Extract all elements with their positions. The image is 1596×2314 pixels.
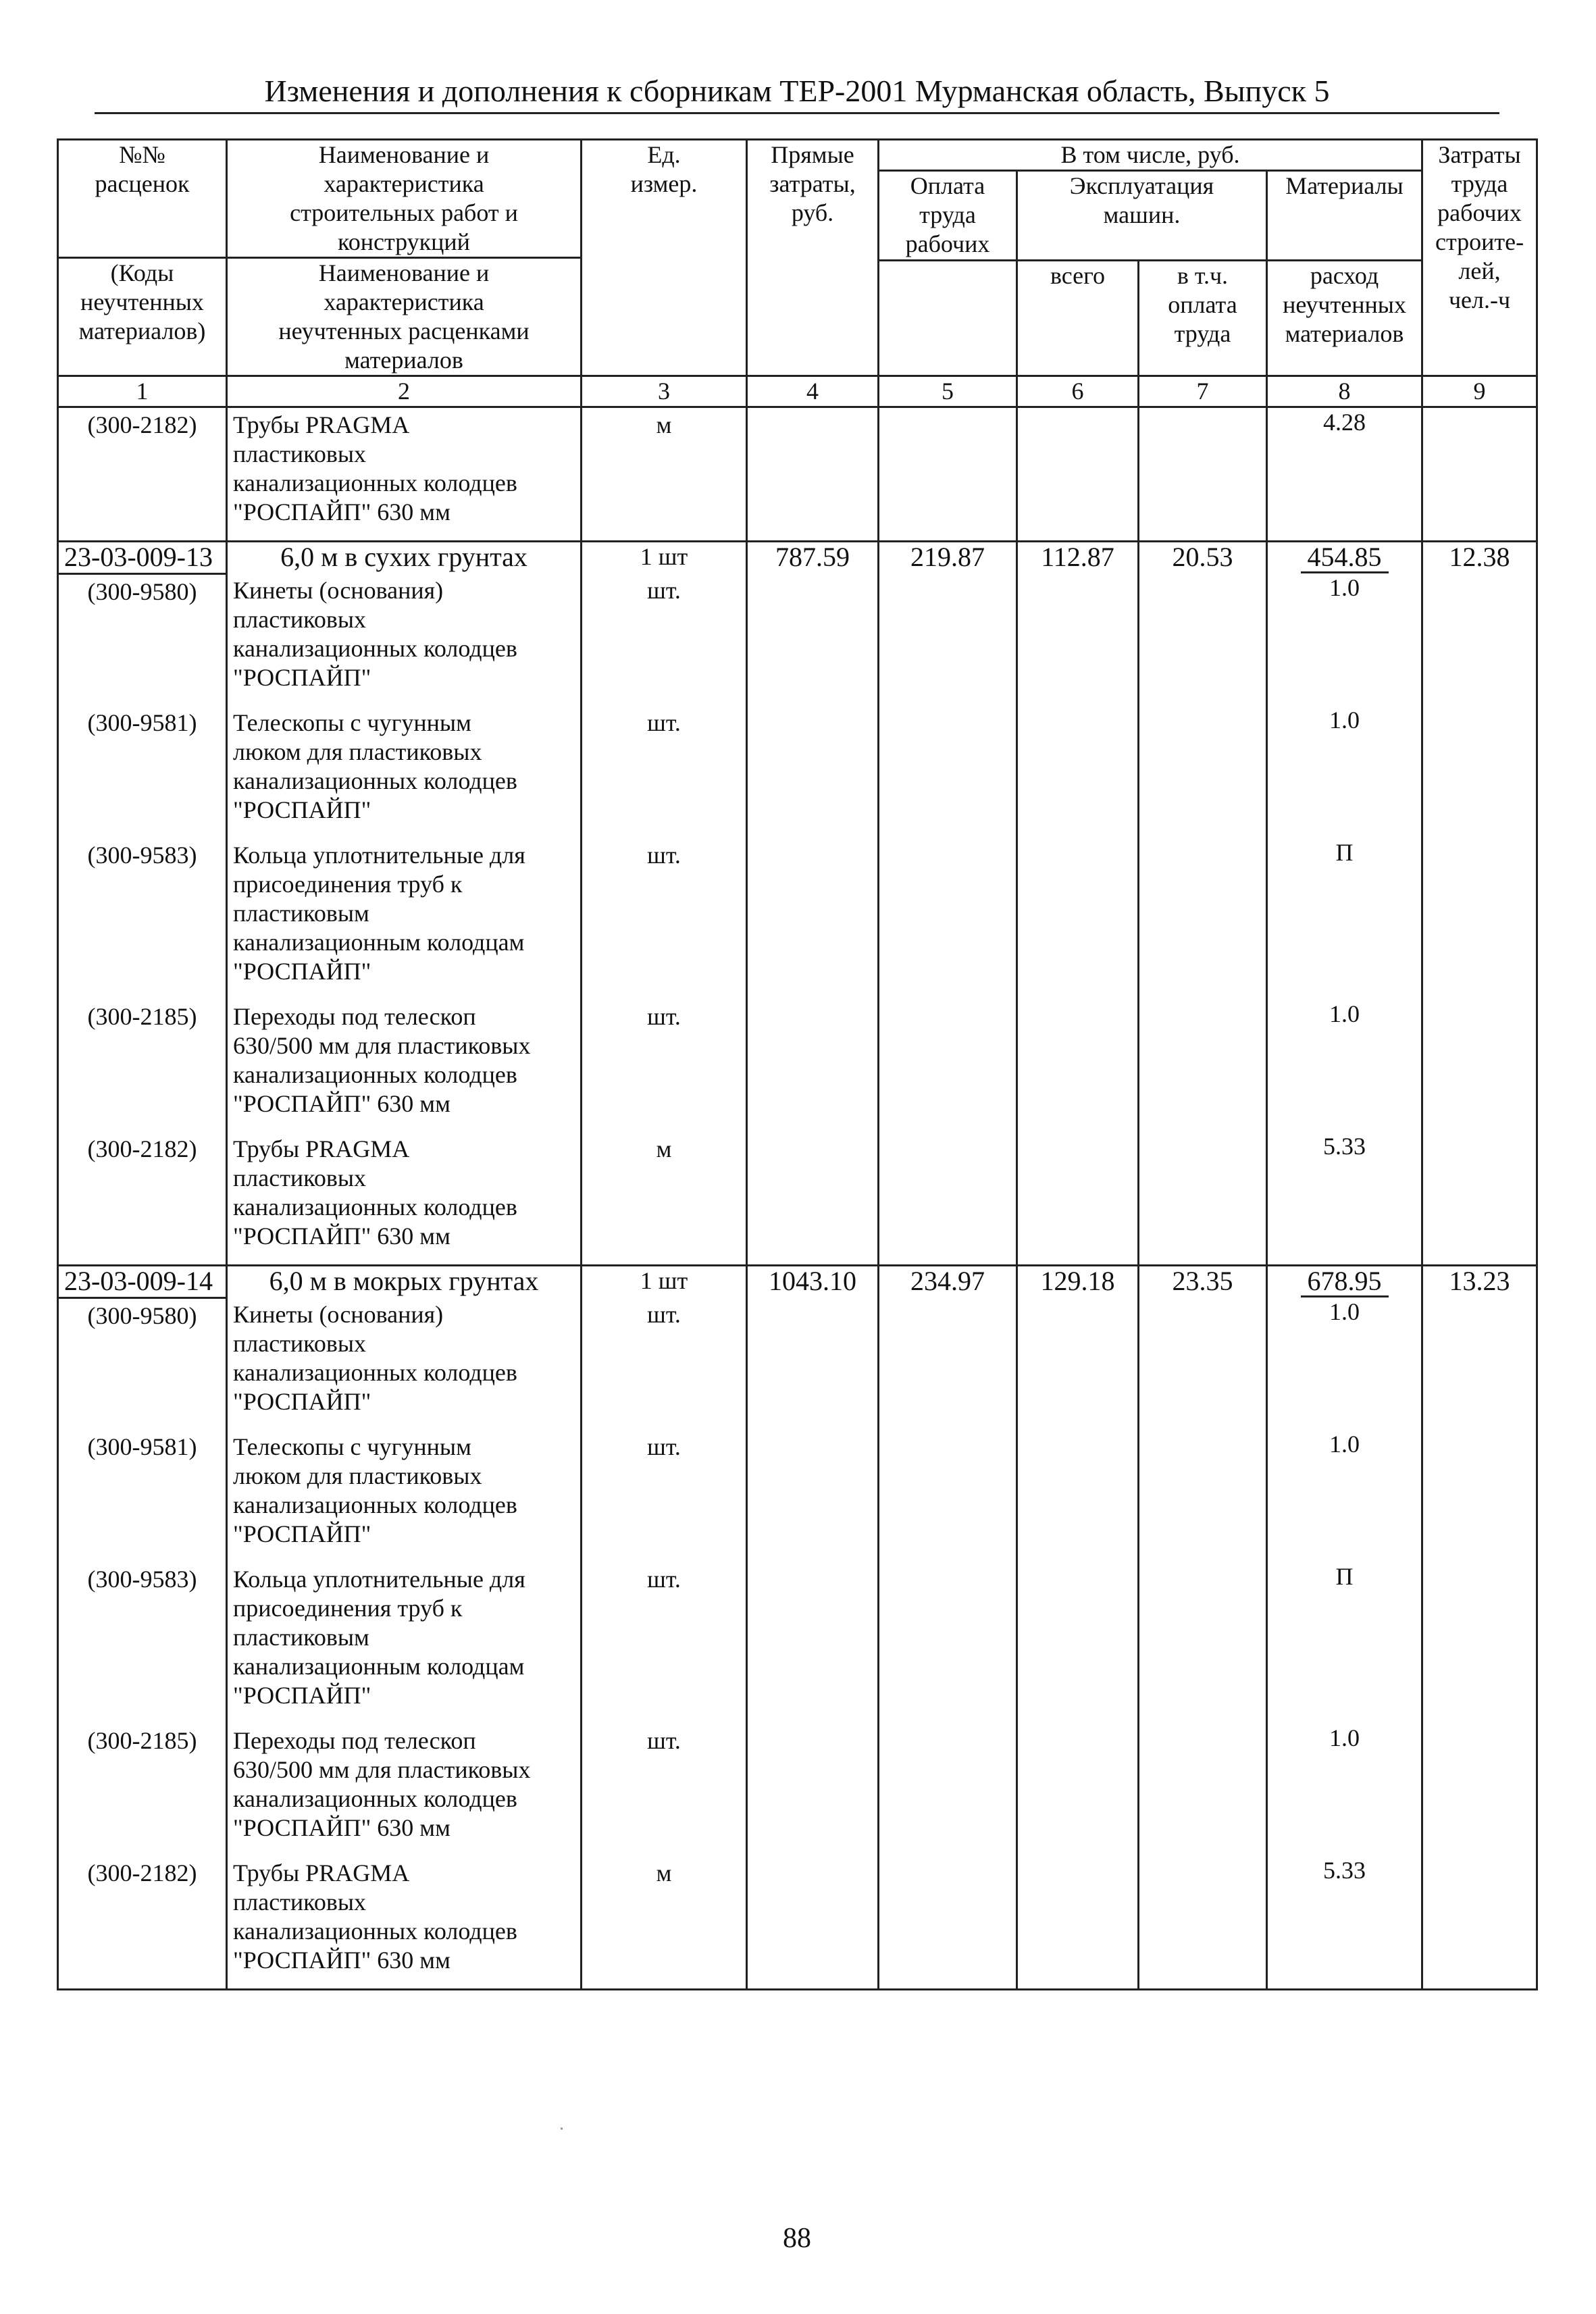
material-code: (300-9583) xyxy=(58,1562,227,1724)
material-unit: шт. xyxy=(582,1430,747,1562)
empty-cell xyxy=(1139,1000,1267,1132)
col-number: 5 xyxy=(879,376,1017,407)
empty-cell xyxy=(747,1297,879,1430)
material-name-line: Трубы PRAGMA xyxy=(233,1135,410,1162)
material-name-line: "РОСПАЙП" xyxy=(233,1388,371,1415)
col2-header-top: Наименование и характеристика строительных работ и конструкций xyxy=(227,140,582,258)
col8-header-top: Материалы xyxy=(1267,171,1422,261)
material-unit: шт. xyxy=(582,706,747,838)
material-row xyxy=(58,407,1537,542)
empty-cell xyxy=(1139,407,1267,542)
empty-cell xyxy=(1139,706,1267,838)
empty-cell xyxy=(1017,573,1139,706)
material-unit: шт. xyxy=(582,1562,747,1724)
empty-cell xyxy=(747,1856,879,1990)
direct-cost: 787.59 xyxy=(747,542,879,574)
col3-header: Ед. измер. xyxy=(582,140,747,376)
material-name-line: Трубы PRAGMA xyxy=(233,1859,410,1886)
material-name-line: канализационных колодцев xyxy=(233,1918,517,1945)
empty-cell xyxy=(1017,1000,1139,1132)
material-name-line: 630/500 мм для пластиковых xyxy=(233,1756,531,1783)
material-quantity: 5.33 xyxy=(1267,1132,1422,1266)
header-rule xyxy=(95,112,1499,114)
price-name: 6,0 м в сухих грунтах xyxy=(227,542,582,574)
material-name xyxy=(227,1430,582,1562)
material-quantity: 1.0 xyxy=(1267,573,1422,706)
col5-header: Оплата труда рабочих xyxy=(879,171,1017,261)
empty-cell xyxy=(879,407,1017,542)
empty-cell xyxy=(879,1856,1017,1990)
machine-labor-cost: 20.53 xyxy=(1139,542,1267,574)
material-name-line: Телескопы с чугунным xyxy=(233,709,471,736)
price-name: 6,0 м в мокрых грунтах xyxy=(227,1266,582,1298)
empty-cell xyxy=(1422,573,1537,706)
group-header: В том числе, руб. xyxy=(879,140,1422,171)
empty-cell xyxy=(1422,1000,1537,1132)
material-name-line: "РОСПАЙП" 630 мм xyxy=(233,1090,451,1117)
material-quantity: 5.33 xyxy=(1267,1856,1422,1990)
material-quantity: П xyxy=(1267,1562,1422,1724)
col-number: 7 xyxy=(1139,376,1267,407)
material-quantity: 4.28 xyxy=(1267,407,1422,542)
empty-cell xyxy=(1139,1297,1267,1430)
empty-cell xyxy=(1422,838,1537,1000)
material-name-line: "РОСПАЙП" xyxy=(233,796,371,823)
empty-cell xyxy=(1017,1856,1139,1990)
price-row xyxy=(58,542,1537,574)
page-number: 88 xyxy=(783,2223,811,2254)
empty-cell xyxy=(1139,1430,1267,1562)
material-row xyxy=(58,706,1537,838)
price-unit: 1 шт xyxy=(582,542,747,574)
labor-hours: 13.23 xyxy=(1422,1266,1537,1298)
empty-cell xyxy=(879,1562,1017,1724)
material-code: (300-9580) xyxy=(58,1297,227,1430)
material-code: (300-2182) xyxy=(58,1856,227,1990)
col9-header: Затраты труда рабочих строите- лей, чел.-ч xyxy=(1422,140,1537,376)
material-name-line: "РОСПАЙП" xyxy=(233,1682,371,1709)
col1-header-bottom: (Коды неучтенных материалов) xyxy=(58,258,227,376)
material-name-line: Кольца уплотнительные для xyxy=(233,1566,525,1593)
material-name xyxy=(227,1297,582,1430)
material-name-line: пластиковых xyxy=(233,1164,367,1191)
material-name-line: присоединения труб к xyxy=(233,1595,463,1622)
material-quantity: 1.0 xyxy=(1267,1297,1422,1430)
material-name-line: пластиковым xyxy=(233,900,369,927)
material-name-line: люком для пластиковых xyxy=(233,738,482,765)
empty-cell xyxy=(1139,573,1267,706)
empty-cell xyxy=(747,838,879,1000)
col-number: 2 xyxy=(227,376,582,407)
empty-cell xyxy=(1017,1430,1139,1562)
col5-header-empty xyxy=(879,260,1017,376)
materials-cost xyxy=(1267,1266,1422,1298)
empty-cell xyxy=(1422,407,1537,542)
material-name-line: канализационных колодцев xyxy=(233,1491,517,1518)
material-name-line: пластиковых xyxy=(233,606,367,633)
material-quantity: 1.0 xyxy=(1267,1724,1422,1856)
material-name-line: канализационных колодцев xyxy=(233,767,517,794)
material-code: (300-9581) xyxy=(58,706,227,838)
col-number: 1 xyxy=(58,376,227,407)
material-code: (300-9583) xyxy=(58,838,227,1000)
material-name-line: канализационных колодцев xyxy=(233,1193,517,1220)
material-code: (300-2185) xyxy=(58,1000,227,1132)
empty-cell xyxy=(747,1000,879,1132)
empty-cell xyxy=(1422,706,1537,838)
page-header-title: Изменения и дополнения к сборникам ТЕР-2001 Мурманская область, Выпуск 5 xyxy=(264,74,1330,108)
empty-cell xyxy=(879,1132,1017,1266)
material-row xyxy=(58,1430,1537,1562)
material-name-line: 630/500 мм для пластиковых xyxy=(233,1032,531,1059)
material-name xyxy=(227,838,582,1000)
col4-header: Прямые затраты, руб. xyxy=(747,140,879,376)
col-number: 6 xyxy=(1017,376,1139,407)
material-row xyxy=(58,1856,1537,1990)
material-name-line: канализационных колодцев xyxy=(233,1359,517,1386)
material-name-line: канализационных колодцев xyxy=(233,635,517,662)
price-row xyxy=(58,1266,1537,1298)
material-name-line: Кольца уплотнительные для xyxy=(233,842,525,869)
material-name-line: "РОСПАЙП" 630 мм xyxy=(233,498,451,525)
material-code: (300-2185) xyxy=(58,1724,227,1856)
material-unit: м xyxy=(582,1132,747,1266)
material-name xyxy=(227,1724,582,1856)
material-name-line: пластиковым xyxy=(233,1624,369,1651)
empty-cell xyxy=(1422,1724,1537,1856)
machine-labor-cost: 23.35 xyxy=(1139,1266,1267,1298)
material-unit: шт. xyxy=(582,838,747,1000)
empty-cell xyxy=(1017,1724,1139,1856)
empty-cell xyxy=(879,1000,1017,1132)
labor-cost: 219.87 xyxy=(879,542,1017,574)
material-name-line: Трубы PRAGMA xyxy=(233,411,410,438)
material-unit: шт. xyxy=(582,1000,747,1132)
material-name-line: "РОСПАЙП" 630 мм xyxy=(233,1223,451,1250)
empty-cell xyxy=(747,1724,879,1856)
material-name-line: Кинеты (основания) xyxy=(233,1301,444,1328)
material-row xyxy=(58,1000,1537,1132)
empty-cell xyxy=(879,1297,1017,1430)
material-name-line: "РОСПАЙП" xyxy=(233,958,371,985)
column-numbers-row xyxy=(58,376,1537,407)
empty-cell xyxy=(747,1132,879,1266)
price-code: 23-03-009-13 xyxy=(58,542,227,574)
empty-cell xyxy=(1017,838,1139,1000)
price-code: 23-03-009-14 xyxy=(58,1266,227,1298)
header-row-1 xyxy=(58,140,1537,171)
empty-cell xyxy=(879,838,1017,1000)
material-name xyxy=(227,1856,582,1990)
empty-cell xyxy=(747,1562,879,1724)
material-row xyxy=(58,1297,1537,1430)
empty-cell xyxy=(1139,1856,1267,1990)
material-unit: м xyxy=(582,1856,747,1990)
material-quantity: 1.0 xyxy=(1267,1430,1422,1562)
material-name xyxy=(227,706,582,838)
empty-cell xyxy=(747,1430,879,1562)
material-code: (300-2182) xyxy=(58,407,227,542)
material-row xyxy=(58,1132,1537,1266)
materials-cost-value: 678.95 xyxy=(1301,1266,1389,1297)
material-name-line: "РОСПАЙП" xyxy=(233,1520,371,1547)
material-name-line: канализационных колодцев xyxy=(233,469,517,496)
material-unit: шт. xyxy=(582,573,747,706)
col-number: 9 xyxy=(1422,376,1537,407)
empty-cell xyxy=(1017,1297,1139,1430)
material-name xyxy=(227,1000,582,1132)
material-unit: шт. xyxy=(582,1297,747,1430)
material-row xyxy=(58,1724,1537,1856)
empty-cell xyxy=(879,1430,1017,1562)
materials-cost xyxy=(1267,542,1422,574)
scan-speck xyxy=(561,2128,563,2130)
material-name-line: "РОСПАЙП" xyxy=(233,664,371,691)
empty-cell xyxy=(1017,1132,1139,1266)
materials-cost-value: 454.85 xyxy=(1301,542,1389,573)
machine-cost: 112.87 xyxy=(1017,542,1139,574)
material-name xyxy=(227,573,582,706)
price-unit: 1 шт xyxy=(582,1266,747,1298)
empty-cell xyxy=(747,706,879,838)
material-name-line: Переходы под телескоп xyxy=(233,1727,476,1754)
material-code: (300-9580) xyxy=(58,573,227,706)
material-code: (300-9581) xyxy=(58,1430,227,1562)
material-row xyxy=(58,573,1537,706)
empty-cell xyxy=(1422,1132,1537,1266)
col2-header-bottom: Наименование и характеристика неучтенных расценками материалов xyxy=(227,258,582,376)
empty-cell xyxy=(1139,1132,1267,1266)
material-name-line: "РОСПАЙП" 630 мм xyxy=(233,1947,451,1974)
empty-cell xyxy=(1139,1562,1267,1724)
material-row xyxy=(58,1562,1537,1724)
col-number: 3 xyxy=(582,376,747,407)
empty-cell xyxy=(1017,407,1139,542)
material-name-line: Кинеты (основания) xyxy=(233,577,444,604)
empty-cell xyxy=(879,706,1017,838)
material-unit: шт. xyxy=(582,1724,747,1856)
empty-cell xyxy=(879,1724,1017,1856)
empty-cell xyxy=(1422,1297,1537,1430)
material-name-line: люком для пластиковых xyxy=(233,1462,482,1489)
material-name xyxy=(227,407,582,542)
material-name-line: пластиковых xyxy=(233,1888,367,1916)
price-table xyxy=(57,138,1538,1990)
direct-cost: 1043.10 xyxy=(747,1266,879,1298)
col-number: 4 xyxy=(747,376,879,407)
material-name-line: "РОСПАЙП" 630 мм xyxy=(233,1814,451,1841)
material-name-line: канализационных колодцев xyxy=(233,1061,517,1088)
empty-cell xyxy=(1139,838,1267,1000)
col-number: 8 xyxy=(1267,376,1422,407)
material-name-line: пластиковых xyxy=(233,1330,367,1357)
material-row xyxy=(58,838,1537,1000)
material-name-line: Телескопы с чугунным xyxy=(233,1433,471,1460)
col8-header-bottom: расход неучтенных материалов xyxy=(1267,260,1422,376)
material-quantity: 1.0 xyxy=(1267,1000,1422,1132)
empty-cell xyxy=(747,407,879,542)
material-code: (300-2182) xyxy=(58,1132,227,1266)
empty-cell xyxy=(1422,1856,1537,1990)
empty-cell xyxy=(1017,706,1139,838)
col1-header-top: №№ расценок xyxy=(58,140,227,258)
col7-header: в т.ч. оплата труда xyxy=(1139,260,1267,376)
material-quantity: П xyxy=(1267,838,1422,1000)
empty-cell xyxy=(1422,1562,1537,1724)
labor-hours: 12.38 xyxy=(1422,542,1537,574)
material-name-line: канализационным колодцам xyxy=(233,929,525,956)
material-name-line: Переходы под телескоп xyxy=(233,1003,476,1030)
material-quantity: 1.0 xyxy=(1267,706,1422,838)
material-name-line: канализационным колодцам xyxy=(233,1653,525,1680)
material-name-line: пластиковых xyxy=(233,440,367,467)
labor-cost: 234.97 xyxy=(879,1266,1017,1298)
empty-cell xyxy=(747,573,879,706)
material-name-line: канализационных колодцев xyxy=(233,1785,517,1812)
col6-header: всего xyxy=(1017,260,1139,376)
empty-cell xyxy=(1422,1430,1537,1562)
material-unit: м xyxy=(582,407,747,542)
material-name xyxy=(227,1132,582,1266)
material-name xyxy=(227,1562,582,1724)
empty-cell xyxy=(1139,1724,1267,1856)
col67-header: Эксплуатация машин. xyxy=(1017,171,1267,261)
material-name-line: присоединения труб к xyxy=(233,871,463,898)
empty-cell xyxy=(879,573,1017,706)
empty-cell xyxy=(1017,1562,1139,1724)
machine-cost: 129.18 xyxy=(1017,1266,1139,1298)
